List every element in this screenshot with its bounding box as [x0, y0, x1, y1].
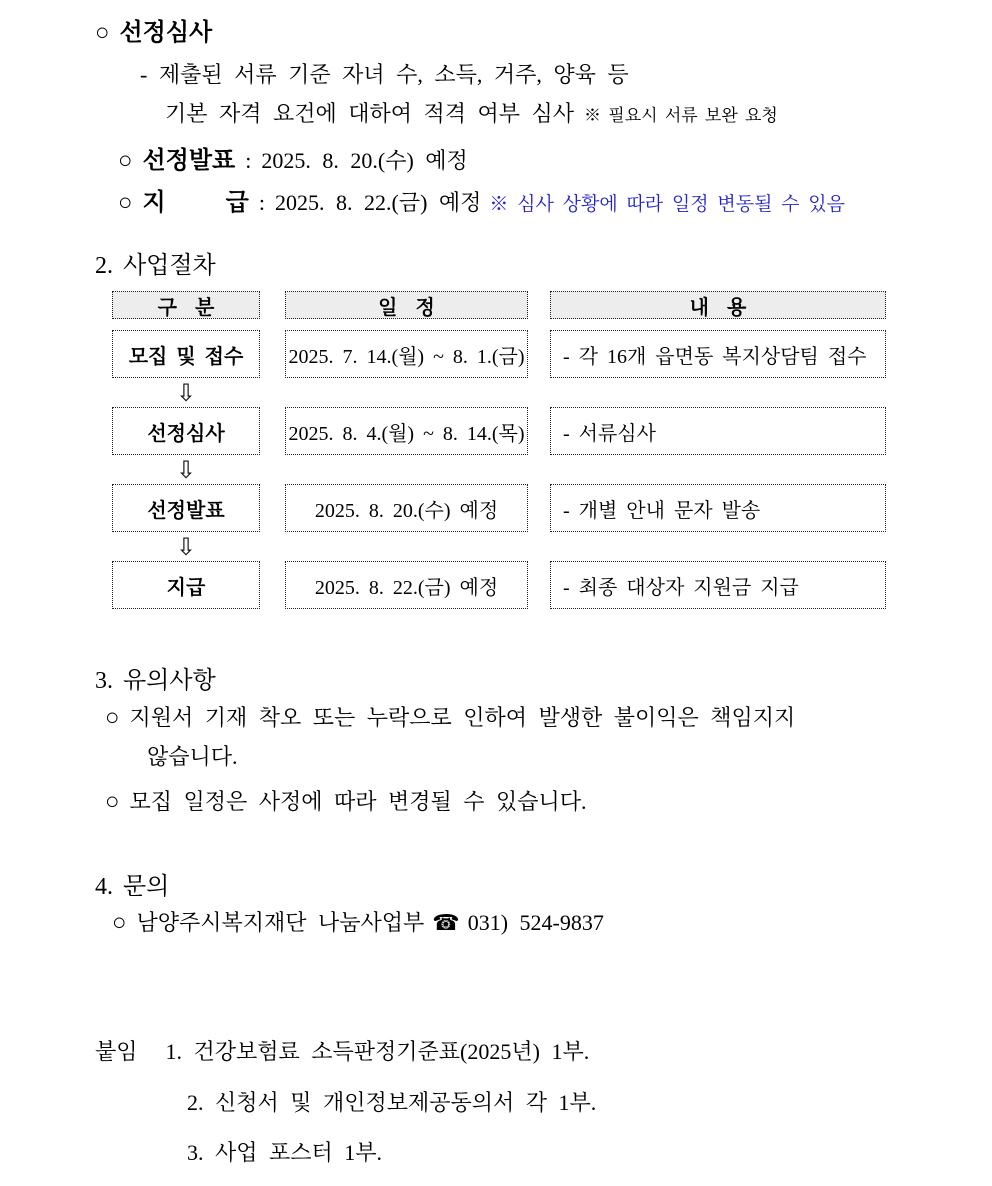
circle-bullet-icon: ○: [95, 20, 110, 46]
section2-title: 2. 사업절차: [95, 253, 216, 279]
contact-phone-number: 031) 524-9837: [467, 910, 604, 935]
header-category: 구 분: [112, 291, 260, 319]
notice-item-1-continuation: 않습니다.: [147, 744, 238, 769]
section4-title: 4. 문의: [95, 874, 170, 900]
announcement-label: 선정발표: [142, 148, 236, 174]
category-cell: 선정발표: [112, 484, 260, 532]
phone-icon: ☎: [432, 911, 460, 936]
notice-item-2-text: 모집 일정은 사정에 따라 변경될 수 있습니다.: [129, 789, 587, 814]
schedule-cell: 2025. 8. 4.(월) ~ 8. 14.(목): [285, 407, 528, 455]
notice-item-2: [105, 787, 587, 817]
table-row: [112, 484, 886, 532]
circle-bullet-icon: ○: [112, 910, 127, 936]
colon-separator: :: [245, 148, 252, 173]
content-cell: - 개별 안내 문자 발송: [550, 484, 886, 532]
header-content: 내 용: [550, 291, 886, 319]
circle-bullet-icon: ○: [105, 705, 120, 731]
review-eligibility-line: [165, 100, 778, 128]
circle-bullet-icon: ○: [118, 148, 133, 174]
attachment-item: 3. 사업 포스터 1부.: [187, 1140, 383, 1165]
table-row: [112, 407, 886, 455]
bullet-item-announcement: [118, 146, 468, 176]
payment-date: 2025. 8. 22.(금) 예정: [275, 190, 482, 215]
down-arrow-icon: ⇩: [175, 455, 197, 484]
schedule-cell: 2025. 8. 20.(수) 예정: [285, 484, 528, 532]
content-cell: - 서류심사: [550, 407, 886, 455]
header-schedule: 일 정: [285, 291, 528, 319]
review-eligibility-text: 기본 자격 요건에 대하여 적격 여부 심사: [165, 101, 575, 126]
category-cell: 선정심사: [112, 407, 260, 455]
schedule-cell: 2025. 8. 22.(금) 예정: [285, 561, 528, 609]
notice-item-1-text: 지원서 기재 착오 또는 누락으로 인하여 발생한 불이익은 책임지지: [129, 705, 796, 730]
selection-review-label: 선정심사: [119, 20, 213, 46]
content-cell: - 최종 대상자 지원금 지급: [550, 561, 886, 609]
attachment-item: 1. 건강보험료 소득판정기준표(2025년) 1부.: [165, 1039, 590, 1064]
contact-line: [112, 908, 604, 938]
payment-label: 지 급: [142, 190, 249, 216]
attachments-label: 붙임: [95, 1039, 138, 1064]
schedule-change-note: ※ 심사 상황에 따라 일정 변동될 수 있음: [489, 194, 845, 215]
category-cell: 모집 및 접수: [112, 330, 260, 378]
colon-separator: :: [258, 190, 265, 215]
content-cell: - 각 16개 읍면동 복지상담팀 접수: [550, 330, 886, 378]
review-criteria-line: - 제출된 서류 기준 자녀 수, 소득, 거주, 양육 등: [140, 62, 629, 87]
process-table: [112, 291, 886, 609]
down-arrow-icon: ⇩: [175, 378, 197, 407]
document-supplement-note: ※ 필요시 서류 보완 요청: [584, 106, 778, 125]
bullet-item-selection-review: [95, 18, 212, 48]
attachments-line-1: [95, 1038, 589, 1066]
attachment-item: 2. 신청서 및 개인정보제공동의서 각 1부.: [187, 1090, 597, 1115]
schedule-cell: 2025. 7. 14.(월) ~ 8. 1.(금): [285, 330, 528, 378]
section3-title: 3. 유의사항: [95, 668, 216, 694]
circle-bullet-icon: ○: [105, 789, 120, 815]
circle-bullet-icon: ○: [118, 190, 133, 216]
notice-item-1: [105, 703, 795, 733]
bullet-item-payment: [118, 188, 845, 218]
table-header-row: [112, 291, 886, 319]
table-row: [112, 561, 886, 609]
announcement-date: 2025. 8. 20.(수) 예정: [261, 148, 468, 173]
table-row: [112, 330, 886, 378]
contact-org: 남양주시복지재단 나눔사업부: [136, 910, 425, 935]
category-cell: 지급: [112, 561, 260, 609]
down-arrow-icon: ⇩: [175, 532, 197, 561]
